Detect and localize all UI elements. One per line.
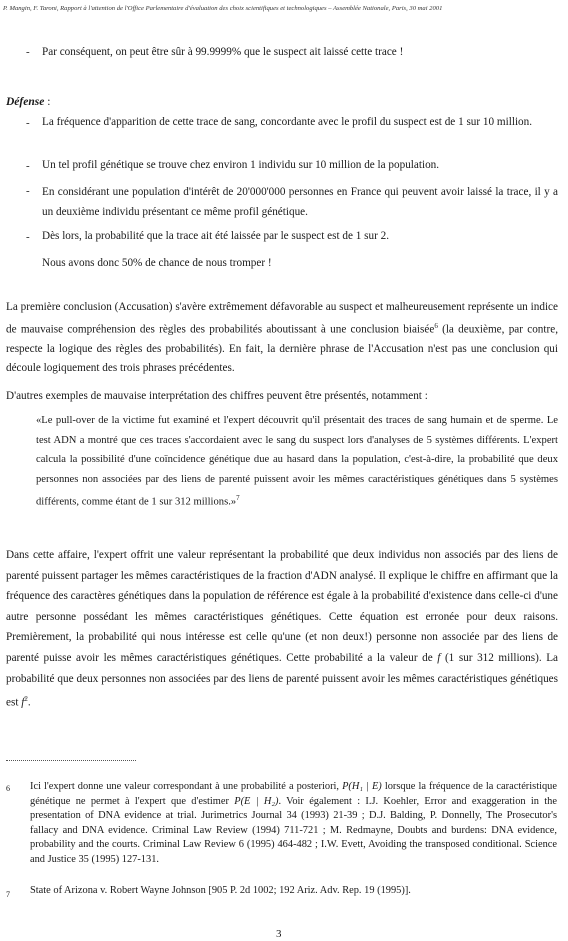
footnote-ref-7[interactable]: 7 xyxy=(236,494,240,503)
defense-conclusion: Nous avons donc 50% de chance de nous tromper ! xyxy=(42,257,272,269)
defense-item-2: Un tel profil génétique se trouve chez environ 1 individu sur 10 million de la population. xyxy=(42,159,440,171)
paragraph-accusation-analysis: La première conclusion (Accusation) s'avère extrêmement défavorable au suspect et malheureusement représente un indice de mauvaise compréhension des règles des probabilités aboutissant à une conclusion biaisée$^6$ (la deuxième, par contre, respecte la logique des règles des probabilités). En fait, la dernière phrase de l'Accusation n'est pas une conclusion qui découle logiquement des trois phrases précédentes. xyxy=(6,301,558,374)
defense-item-3: En considérant une population d'intérêt de 20'000'000 personnes en France qui peuvent avoir laissé la trace, il y a un deuxième individu présentant ce même profil génétique. xyxy=(42,186,558,218)
bullet-dash: - xyxy=(26,160,30,172)
footnote-separator xyxy=(6,760,136,761)
footnote-ref-6[interactable]: 6 xyxy=(434,322,438,330)
bullet-dash: - xyxy=(26,46,30,58)
defense-item-1: La fréquence d'apparition de cette trace de sang, concordante avec le profil du suspect est de 1 sur 10 million. xyxy=(42,116,533,128)
bullet-dash: - xyxy=(26,185,30,197)
paragraph-case-analysis: Dans cette affaire, l'expert offrit une valeur représentant la probabilité que deux individus non associés par des liens de parenté puissent partager les mêmes caractéristiques de la fraction d'ADN analysé. Il explique le chiffre en affirmant que la fréquence des caractères génétiques dans la population de référence est égale à la probabilité d'existence dans celle-ci d'une autre personne possédant les mêmes caractéristiques génétiques. Cette équation est erronée pour deux raisons. Premièrement, la probabilité qui nous intéresse est celle qu'une (et non deux!) personne non associée par des liens de parenté puisse avoir les mêmes caractéristiques génétiques. Cette probabilité a la valeur de f (1 sur 312 millions). La probabilité que deux personnes non associées par des liens de parenté puissent avoir les mêmes caractéristiques génétiques est $f^2$. xyxy=(6,549,559,709)
footnote-7-number: 7 xyxy=(6,890,10,899)
footnote-6: Ici l'expert donne une valeur correspondant à une probabilité a posteriori, P(H₁ | E) lorsque la fréquence de la caractéristique génétique ne permet à l'expert que d'estimer P(E | H₂). Voir également : I.J. Koehler, Error and exaggeration in the presentation of DNA evidence at trial. Jurimetrics Journal 34 (1993) 21-39 ; D.J. Balding, P. Donnelly, The Prosecutor's fallacy and DNA evidence. Criminal Law Review (1994) 711-721 ; M. Redmayne, Doubts and burdens: DNA evidence, probability and the courts. Criminal Law Review 6 (1995) 464-482 ; I.W. Evett, Avoiding the transposed conditional. Science and Justice 35 (1995) 127-131. xyxy=(30,781,557,865)
bullet-dash: - xyxy=(26,231,30,243)
bullet-dash: - xyxy=(26,117,30,129)
page-number: 3 xyxy=(276,928,282,940)
running-header: P. Mangin, F. Taroni, Rapport à l'attention de l'Office Parlementaire d'évaluation des choix scientifiques et technologiques – Assemblée Nationale, Paris, 30 mai 2001 xyxy=(3,5,443,12)
paragraph-other-examples: D'autres exemples de mauvaise interprétation des chiffres peuvent être présentés, notamment : xyxy=(6,390,428,402)
footnote-7: State of Arizona v. Robert Wayne Johnson [905 P. 2d 1002; 192 Ariz. Adv. Rep. 19 (1995)]. xyxy=(30,885,411,896)
block-quote: «Le pull-over de la victime fut examiné et l'expert découvrit qu'il présentait des traces de sang humain et de sperme. Le test ADN a montré que ces traces s'accordaient avec le sang du suspect lors d'analyses de 5 systèmes différents. L'expert calcula la possibilité d'une coïncidence génétique due au hasard dans la population, c'est-à-dire, la probabilité que deux personnes non associées par des liens de parenté puissent avoir les mêmes caractéristiques génétiques dans 5 systèmes différents, comme étant de 1 sur 312 millions.»$^7$ xyxy=(36,415,558,508)
defense-item-4: Dès lors, la probabilité que la trace ait été laissée par le suspect est de 1 sur 2. xyxy=(42,230,389,242)
defense-heading: Défense : xyxy=(6,96,51,108)
accusation-last-item: Par conséquent, on peut être sûr à 99.9999% que le suspect ait laissé cette trace ! xyxy=(42,46,404,58)
footnote-6-number: 6 xyxy=(6,784,10,793)
